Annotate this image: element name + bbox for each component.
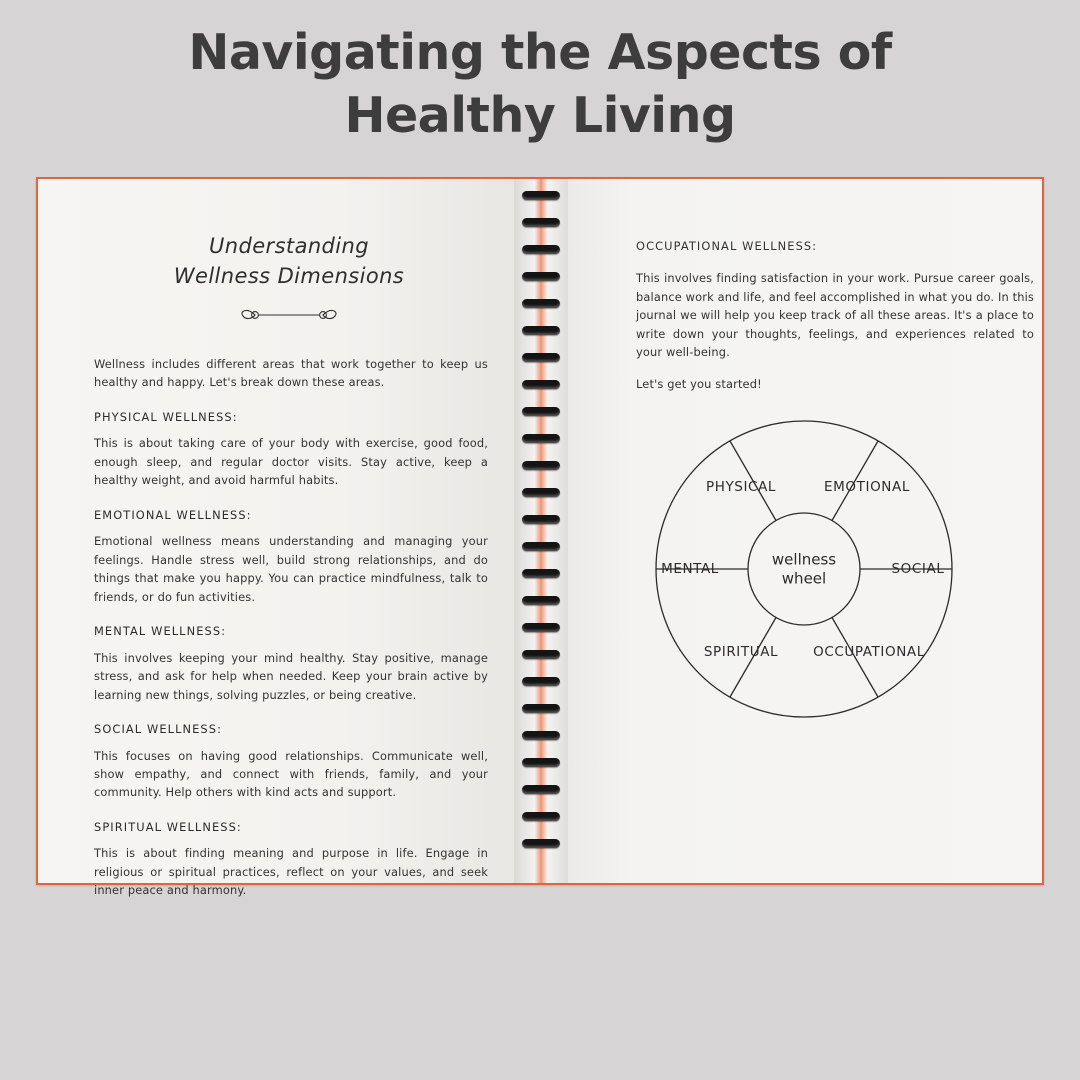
journal-pages: [38, 179, 1042, 898]
spiral-coil: [522, 515, 560, 524]
spiral-coil: [522, 758, 560, 767]
body-mental-wellness: This involves keeping your mind healthy. Stay positive, manage stress, and ask for help when needed. Keep your brain active by learning new things, solving puzzles, or being creative.: [94, 650, 488, 702]
heading-social-wellness: SOCIAL WELLNESS:: [94, 722, 223, 737]
spiral-coil: [522, 542, 560, 551]
wheel-label-emotional: EMOTIONAL: [824, 479, 910, 495]
journal-left-page: [38, 179, 540, 898]
spiral-coil: [522, 785, 560, 794]
left-page-title: [38, 231, 540, 292]
spiral-coil: [522, 596, 560, 605]
page-title-line-2: Healthy Living: [344, 86, 736, 144]
heading-emotional-wellness: EMOTIONAL WELLNESS:: [94, 507, 252, 522]
wheel-label-spiritual: SPIRITUAL: [703, 644, 779, 660]
body-emotional-wellness: Emotional wellness means understanding and managing your feelings. Handle stress well, build strong relationships, and do things that make you happy. You can practice mindfulness, talk to friends, or do fun activities.: [94, 534, 488, 604]
ornamental-divider-icon: [235, 303, 343, 331]
spiral-coil: [522, 677, 560, 686]
spiral-coil: [522, 488, 560, 497]
spiral-binding-coils: [514, 191, 568, 871]
body-spiritual-wellness: This is about finding meaning and purpose in life. Engage in religious or spiritual practices, reflect on your values, and seek inner peace and harmony.: [94, 846, 488, 898]
left-intro-paragraph: Wellness includes different areas that work together to keep us healthy and happy. Let's break down these areas.: [94, 357, 488, 390]
closing-line: Let's get you started!: [636, 376, 762, 391]
spiral-coil: [522, 353, 560, 362]
spiral-coil: [522, 380, 560, 389]
spiral-coil: [522, 731, 560, 740]
left-page-body: [94, 355, 488, 911]
spiral-coil: [522, 191, 560, 200]
body-physical-wellness: This is about taking care of your body with exercise, good food, enough sleep, and regular doctor visits. Stay active, keep a healthy weight, and avoid harmful habits.: [94, 436, 488, 488]
journal-spine: [514, 179, 568, 883]
page-title: [0, 22, 1080, 147]
heading-physical-wellness: PHYSICAL WELLNESS:: [94, 409, 238, 424]
heading-spiritual-wellness: SPIRITUAL WELLNESS:: [94, 819, 242, 834]
wheel-label-social: SOCIAL: [891, 561, 945, 577]
spiral-coil: [522, 299, 560, 308]
spiral-coil: [522, 623, 560, 632]
spiral-coil: [522, 839, 560, 848]
spiral-coil: [522, 272, 560, 281]
left-page-title-line-2: Wellness Dimensions: [173, 264, 405, 289]
wheel-label-occupational: OCCUPATIONAL: [813, 644, 925, 660]
wheel-label-physical: PHYSICAL: [705, 479, 777, 495]
wheel-center-line-2: wheel: [781, 569, 827, 587]
journal-right-page: [540, 179, 1042, 883]
wheel-center-label: [772, 550, 836, 588]
spiral-coil: [522, 245, 560, 254]
right-page-body: [636, 237, 1034, 406]
heading-occupational-wellness: OCCUPATIONAL WELLNESS:: [636, 239, 818, 253]
spiral-coil: [522, 569, 560, 578]
wheel-center-line-1: wellness: [771, 550, 837, 569]
spiral-coil: [522, 650, 560, 659]
spiral-coil: [522, 704, 560, 713]
body-social-wellness: This focuses on having good relationships. Communicate well, show empathy, and connect with friends, family, and your community. Help others with kind acts and support.: [94, 748, 488, 800]
wellness-wheel-diagram: [654, 419, 954, 719]
spiral-coil: [522, 434, 560, 443]
wheel-label-mental: MENTAL: [661, 561, 719, 577]
spiral-coil: [522, 326, 560, 335]
spiral-coil: [522, 407, 560, 416]
heading-mental-wellness: MENTAL WELLNESS:: [94, 624, 227, 639]
spiral-coil: [522, 812, 560, 821]
spiral-coil: [522, 461, 560, 470]
spiral-coil: [522, 218, 560, 227]
page-title-line-1: Navigating the Aspects of: [188, 24, 892, 81]
left-page-title-line-1: Understanding: [209, 234, 369, 258]
body-occupational-wellness: This involves finding satisfaction in your work. Pursue career goals, balance work and life, and feel accomplished in what you do. In this journal we will help you keep track of all these areas. It's a place to write down your thoughts, feelings, and experiences related to your well-being.: [636, 271, 1034, 360]
journal-spread: [36, 177, 1044, 898]
